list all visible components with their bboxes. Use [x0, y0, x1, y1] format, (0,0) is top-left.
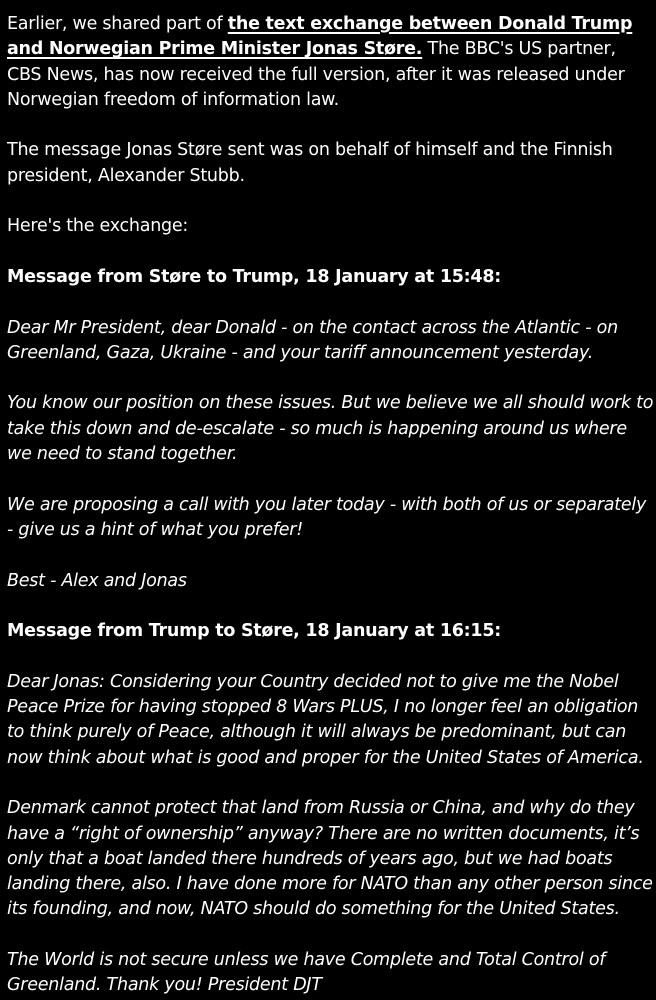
intro-text-continued: The BBC's US partner, CBS News, has now received the full version, after it was released under Norwegian freedom of information law. — [7, 39, 625, 110]
intro-text: Earlier, we shared part of — [7, 14, 228, 34]
context-paragraph: The message Jonas Støre sent was on behalf of himself and the Finnish president, Alexander Stubb. — [7, 140, 613, 186]
intro-paragraph — [7, 12, 655, 113]
trump-message-paragraph: Dear Jonas: Considering your Country decided not to give me the Nobel Peace Prize for having stopped 8 Wars PLUS, I no longer feel an obligation to think purely of Peace, although it will always be predominant, but can now think about what is good and proper for the United States of America. — [7, 671, 644, 768]
trump-message-paragraph: Denmark cannot protect that land from Russia or China, and why do they have a “right of ownership” anyway? There are no written documents, it’s only that a boat landed there hundreds of years ago, but we had boats landing there, also. I have done more for NATO than any other person since its founding, and now, NATO should do something for the United States. — [7, 798, 653, 920]
article-body — [7, 12, 655, 999]
exchange-intro: Here's the exchange: — [7, 216, 189, 237]
store-message-paragraph: We are proposing a call with you later today - with both of us or separately - give us a hint of what you prefer! — [7, 494, 647, 540]
store-message-paragraph: Dear Mr President, dear Donald - on the contact across the Atlantic - on Greenland, Gaza, Ukraine - and your tariff announcement yesterday. — [7, 317, 618, 363]
trump-message-paragraph: The World is not secure unless we have Complete and Total Control of Greenland. Thank you! President DJT — [7, 949, 606, 996]
message-heading-trump: Message from Trump to Støre, 18 January at 16:15: — [7, 621, 502, 642]
text-exchange-link[interactable]: the text exchange between Donald Trump and Norwegian Prime Minister Jonas Støre. — [7, 14, 633, 60]
store-message-signoff: Best - Alex and Jonas — [7, 570, 187, 591]
message-heading-store: Message from Støre to Trump, 18 January at 15:48: — [7, 266, 502, 287]
store-message-paragraph: You know our position on these issues. But we believe we all should work to take this down and de-escalate - so much is happening around us where we need to stand together. — [7, 393, 654, 465]
